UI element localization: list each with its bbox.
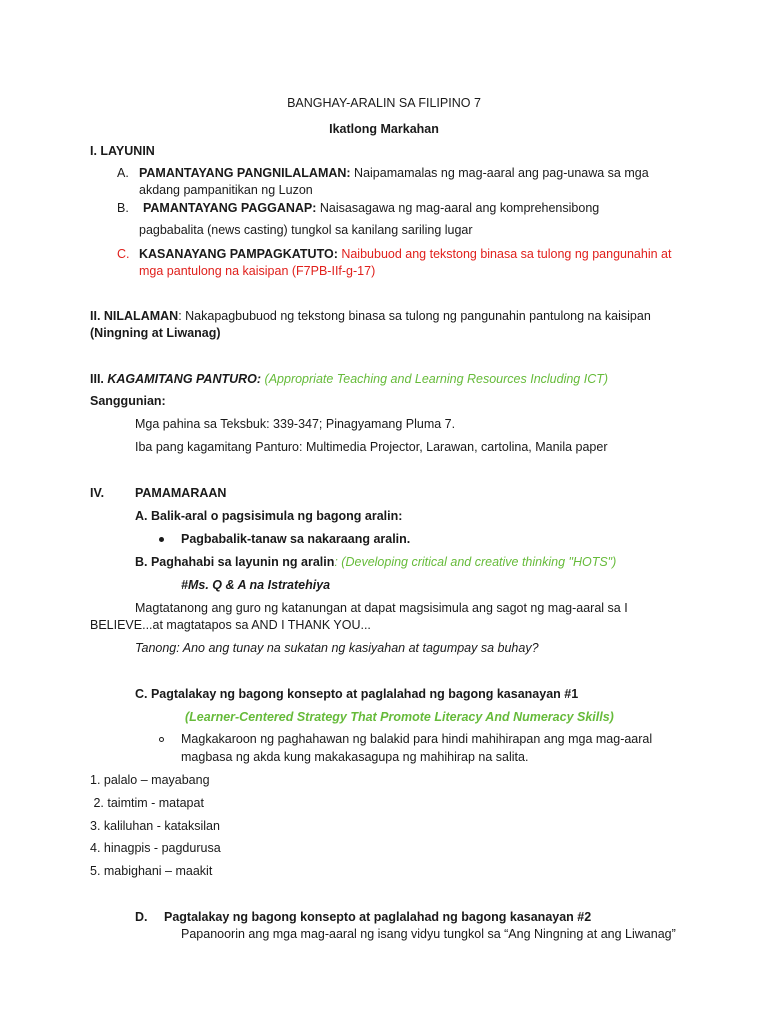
objective-a-label: PAMANTAYANG PANGNILALAMAN:: [139, 166, 351, 180]
step-c-bullet-line2: magbasa ng akda kung makakasagupa ng mahihirap na salita.: [181, 750, 529, 764]
step-b-text-line1: Magtatanong ang guro ng katanungan at dapat magsisimula ang sagot ng mag-aaral sa I: [135, 601, 628, 615]
objective-a-line2: akdang pampanitikan ng Luzon: [139, 183, 313, 197]
kagamitan-label: KAGAMITANG PANTURO:: [107, 372, 262, 386]
objective-a-line1: [139, 165, 649, 181]
vocab-item: 5. mabighani – maakit: [90, 864, 213, 878]
pamamaraan-number: IV.: [90, 486, 105, 500]
objective-a-marker: A.: [117, 166, 129, 180]
kagamitan-prefix: III.: [90, 372, 108, 386]
objective-c-line2: mga pantulong na kaisipan (F7PB-IIf-g-17): [139, 264, 376, 278]
step-b-line: [135, 554, 616, 570]
objective-c-line1: [139, 246, 671, 262]
step-d-text: Papanoorin ang mga mag-aaral ng isang vidyu tungkol sa “Ang Ningning at ang Liwanag”: [181, 927, 676, 941]
step-d-marker: D.: [135, 910, 148, 924]
document-subtitle: Ikatlong Markahan: [329, 122, 439, 136]
objective-b-text: Naisasagawa ng mag-aaral ang komprehensibong: [316, 201, 600, 215]
sanggunian-textbook: Mga pahina sa Teksbuk: 339-347; Pinagyamang Pluma 7.: [135, 417, 456, 431]
document-title: BANGHAY-ARALIN SA FILIPINO 7: [287, 96, 481, 110]
nilalaman-line: [90, 308, 651, 324]
objective-a-text: Naipamamalas ng mag-aaral ang pag-unawa sa mga: [350, 166, 649, 180]
step-b-question: Tanong: Ano ang tunay na sukatan ng kasiyahan at tagumpay sa buhay?: [135, 641, 539, 655]
vocab-item: 1. palalo – mayabang: [90, 773, 210, 787]
step-c-bullet-line1: Magkakaroon ng paghahawan ng balakid para hindi mahihirapan ang mga mag-aaral: [181, 732, 653, 746]
step-a-heading: A. Balik-aral o pagsisimula ng bagong aralin:: [135, 509, 403, 523]
objective-b-line2: pagbabalita (news casting) tungkol sa kanilang sariling lugar: [139, 223, 473, 237]
kagamitan-line: [90, 371, 608, 387]
objective-b-label: PAMANTAYANG PAGGANAP:: [143, 201, 317, 215]
kagamitan-note: (Appropriate Teaching and Learning Resources Including ICT): [261, 372, 609, 386]
vocab-item: 3. kaliluhan - kataksilan: [90, 819, 220, 833]
vocab-item: 2. taimtim - matapat: [90, 796, 204, 810]
step-c-note: (Learner-Centered Strategy That Promote Literacy And Numeracy Skills): [185, 710, 614, 724]
step-b-strategy: #Ms. Q & A na Istratehiya: [181, 578, 331, 592]
nilalaman-title: (Ningning at Liwanag): [90, 326, 221, 340]
sanggunian-heading: Sanggunian:: [90, 394, 166, 408]
step-b-heading: B. Paghahabi sa layunin ng aralin: [135, 555, 335, 569]
objective-c-label: KASANAYANG PAMPAGKATUTO:: [139, 247, 338, 261]
objective-c-text: Naibubuod ang tekstong binasa sa tulong ng pangunahin at: [337, 247, 672, 261]
nilalaman-label: II. NILALAMAN: [90, 309, 179, 323]
step-b-note: : (Developing critical and creative thinking "HOTS"): [334, 555, 617, 569]
step-d-heading: Pagtalakay ng bagong konsepto at paglalahad ng bagong kasanayan #2: [164, 910, 592, 924]
layunin-heading: I. LAYUNIN: [90, 144, 155, 158]
pamamaraan-heading: PAMAMARAAN: [135, 486, 227, 500]
step-c-bullet-icon: [159, 731, 164, 747]
step-c-heading: C. Pagtalakay ng bagong konsepto at paglalahad ng bagong kasanayan #1: [135, 687, 579, 701]
step-a-bullet-icon: [159, 531, 164, 547]
sanggunian-materials: Iba pang kagamitang Panturo: Multimedia Projector, Larawan, cartolina, Manila paper: [135, 440, 608, 454]
step-b-text-line2: BELIEVE...at magtatapos sa AND I THANK YOU...: [90, 618, 371, 632]
vocab-item: 4. hinagpis - pagdurusa: [90, 841, 221, 855]
objective-b-line1: [143, 200, 599, 216]
objective-c-marker: C.: [117, 247, 130, 261]
step-a-bullet-text: Pagbabalik-tanaw sa nakaraang aralin.: [181, 532, 411, 546]
objective-b-marker: B.: [117, 201, 129, 215]
nilalaman-text: : Nakapagbubuod ng tekstong binasa sa tulong ng pangunahin pantulong na kaisipan: [178, 309, 651, 323]
